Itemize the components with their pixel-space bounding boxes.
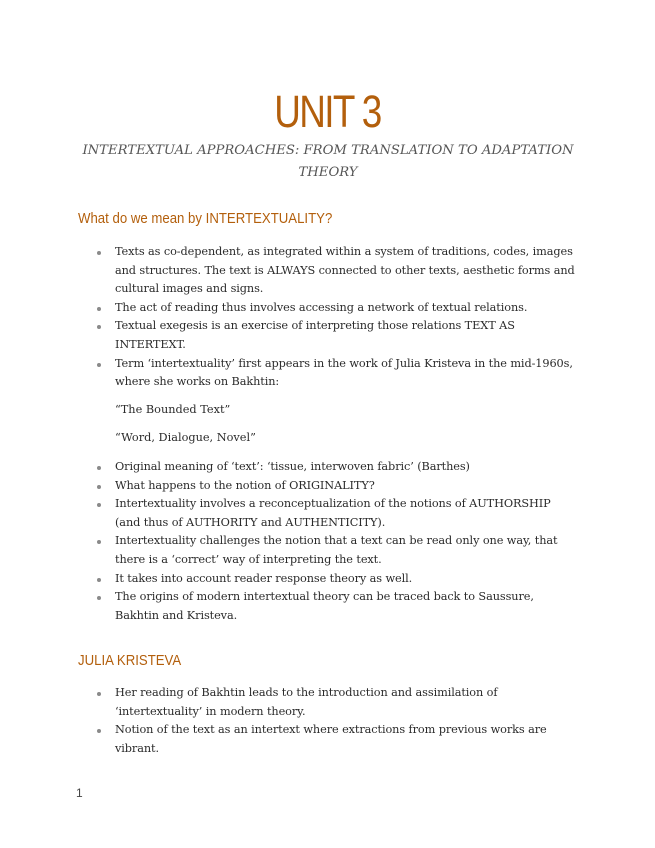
bullet-icon: [97, 540, 101, 544]
list-item: [97, 684, 577, 721]
list-item-text: Notion of the text as an intertext where extractions from previous works are vibrant.: [115, 723, 547, 755]
list-item-text: Original meaning of ‘text’: ‘tissue, interwoven fabric’ (Barthes): [115, 460, 470, 473]
list-item: [97, 355, 577, 392]
list-item-text: It takes into account reader response theory as well.: [115, 571, 413, 585]
list-item-text: Textual exegesis is an exercise of interpreting those relations TEXT AS INTERTEXT.: [115, 319, 515, 351]
bullet-icon: [97, 692, 101, 696]
list-item: [97, 570, 577, 589]
list-item-text: What happens to the notion of ORIGINALITY?: [115, 478, 375, 492]
section-heading-intertextuality: What do we mean by INTERTEXTUALITY?: [78, 210, 333, 227]
list-item: [97, 317, 577, 354]
bullet-icon: [97, 485, 101, 489]
page-title: UNIT 3: [274, 86, 381, 137]
quoted-title: “The Bounded Text”: [115, 403, 231, 416]
list-item: [97, 299, 577, 318]
bullet-icon: [97, 307, 101, 311]
bullet-list-kristeva: [97, 684, 577, 758]
quoted-title: “Word, Dialogue, Novel”: [115, 431, 256, 444]
page-subtitle: INTERTEXTUAL APPROACHES: FROM TRANSLATION TO ADAPTATION THEORY: [82, 143, 574, 180]
bullet-icon: [97, 466, 101, 470]
list-item-text: The act of reading thus involves accessing a network of textual relations.: [115, 300, 528, 314]
list-item: [97, 458, 577, 477]
bullet-icon: [97, 363, 101, 367]
list-item: [97, 588, 577, 625]
list-item: [97, 532, 577, 569]
list-item-text: Term ‘intertextuality’ first appears in the work of Julia Kristeva in the mid-1960s, where she works on Bakhtin:: [115, 356, 573, 389]
bullet-icon: [97, 251, 101, 255]
bullet-icon: [97, 729, 101, 733]
list-item-text: Her reading of Bakhtin leads to the introduction and assimilation of ‘intertextuality’ in modern theory.: [115, 686, 498, 718]
list-item: [97, 721, 577, 758]
bullet-icon: [97, 325, 101, 329]
bullet-list-originality: [97, 458, 577, 625]
list-item-text: Intertextuality involves a reconceptualization of the notions of AUTHORSHIP (and thus of AUTHORITY and AUTHENTICITY).: [115, 497, 551, 529]
list-item-text: The origins of modern intertextual theory can be traced back to Saussure, Bakhtin and Kristeva.: [115, 590, 534, 622]
bullet-icon: [97, 578, 101, 582]
list-item-text: Texts as co-dependent, as integrated within a system of traditions, codes, images and structures. The text is ALWAYS connected to other texts, aesthetic forms and cultural images and signs.: [115, 245, 575, 296]
section-heading-kristeva: JULIA KRISTEVA: [78, 652, 182, 669]
bullet-icon: [97, 596, 101, 600]
list-item: [97, 477, 577, 496]
bullet-icon: [97, 503, 101, 507]
list-item-text: Intertextuality challenges the notion that a text can be read only one way, that there is a ‘correct’ way of interpreting the text.: [115, 534, 558, 566]
page-number: 1: [76, 786, 83, 800]
list-item: [97, 495, 577, 532]
bullet-list-intro: [97, 243, 577, 392]
list-item: [97, 243, 577, 299]
